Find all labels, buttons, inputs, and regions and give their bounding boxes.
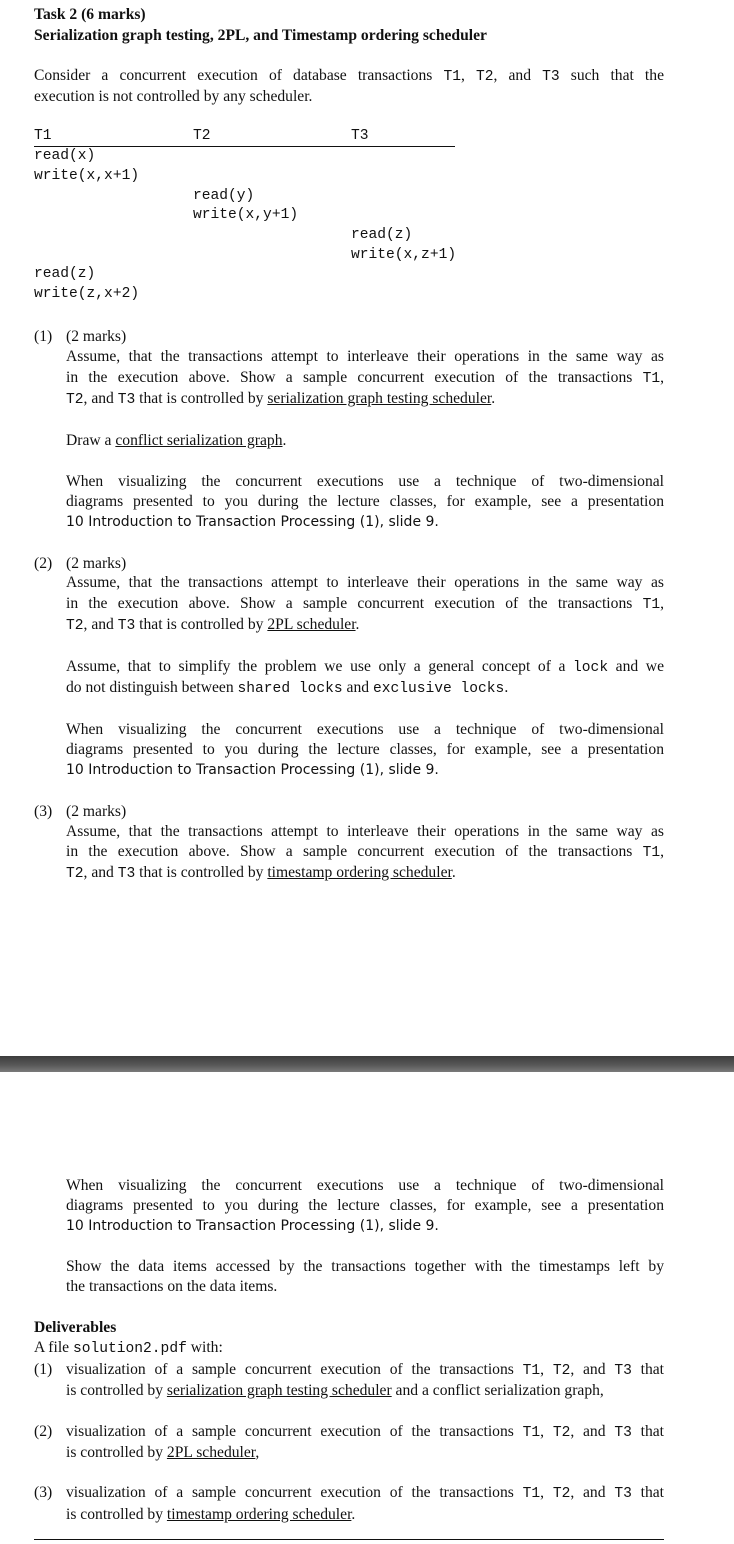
solution-filename: solution2.pdf <box>72 1341 187 1357</box>
op-t3-read-z: read(z) <box>351 227 413 243</box>
q3-line-2: in the execution above. Show a sample concurrent execution of the transactions T1, <box>66 843 664 861</box>
schedule-header-rule <box>34 146 455 147</box>
q2-line-1: Assume, that the transactions attempt to interleave their operations in the same way as <box>66 574 664 591</box>
q2-line-3: T2, and T3 that is controlled by 2PL scheduler. <box>66 616 360 634</box>
q1-number: (1) <box>34 328 53 345</box>
deliverable-2-line-1: visualization of a sample concurrent execution of the transactions T1, T2, and T3 that <box>66 1423 664 1441</box>
schedule-header-t3: T3 <box>351 128 369 144</box>
conflict-graph-link[interactable]: conflict serialization graph <box>115 432 283 449</box>
intro-line-2: execution is not controlled by any scheduler. <box>34 88 313 105</box>
deliverables-heading: Deliverables <box>34 1319 117 1336</box>
op-t1-write-z: write(z,x+2) <box>34 286 140 302</box>
q1-vis-line-3: 10 Introduction to Transaction Processing (1), slide 9. <box>66 514 439 530</box>
q1-line-3: T2, and T3 that is controlled by serialization graph testing scheduler. <box>66 390 496 408</box>
page-separator <box>0 1056 734 1072</box>
deliverable-2-number: (2) <box>34 1423 53 1440</box>
q1-line-2: in the execution above. Show a sample concurrent execution of the transactions T1, <box>66 369 664 387</box>
deliverable-2-line-2: is controlled by 2PL scheduler, <box>66 1444 260 1461</box>
q1-draw-line: Draw a conflict serialization graph. <box>66 432 287 449</box>
schedule-header-t2: T2 <box>193 128 211 144</box>
q3-scheduler-link[interactable]: timestamp ordering scheduler <box>267 864 452 881</box>
q3-line-1: Assume, that the transactions attempt to interleave their operations in the same way as <box>66 823 664 840</box>
schedule-header-t1: T1 <box>34 128 52 144</box>
t1-ref: T1 <box>443 69 461 85</box>
deliverable-1-line-2: is controlled by serialization graph testing scheduler and a conflict serialization graph, <box>66 1382 604 1399</box>
deliverables-file-line: A file solution2.pdf with: <box>34 1339 223 1357</box>
q3-vis-line-3: 10 Introduction to Transaction Processing (1), slide 9. <box>66 1218 439 1234</box>
deliverable-3-line-1: visualization of a sample concurrent execution of the transactions T1, T2, and T3 that <box>66 1484 664 1502</box>
intro-line-1: Consider a concurrent execution of database transactions T1, T2, and T3 such that the <box>34 67 664 85</box>
q2-scheduler-link[interactable]: 2PL scheduler <box>267 616 356 633</box>
deliverable-1-link[interactable]: serialization graph testing scheduler <box>166 1382 392 1399</box>
document-page-2 <box>0 1072 734 1544</box>
q2-lock-line-1: Assume, that to simplify the problem we use only a general concept of a lock and we <box>66 658 664 676</box>
op-t1-write-x: write(x,x+1) <box>34 168 140 184</box>
q2-vis-line-2: diagrams presented to you during the lecture classes, for example, see a presentation <box>66 741 664 758</box>
q3-vis-line-1: When visualizing the concurrent executions use a technique of two-dimensional <box>66 1177 664 1194</box>
deliverable-1-number: (1) <box>34 1361 53 1378</box>
op-t1-read-z: read(z) <box>34 266 96 282</box>
q2-number: (2) <box>34 555 53 572</box>
q1-marks: (2 marks) <box>66 328 127 345</box>
q1-vis-line-1: When visualizing the concurrent executions use a technique of two-dimensional <box>66 473 664 490</box>
q3-vis-line-2: diagrams presented to you during the lecture classes, for example, see a presentation <box>66 1197 664 1214</box>
deliverable-1-line-1: visualization of a sample concurrent execution of the transactions T1, T2, and T3 that <box>66 1361 664 1379</box>
q3-number: (3) <box>34 803 53 820</box>
deliverable-3-line-2: is controlled by timestamp ordering scheduler. <box>66 1506 356 1523</box>
deliverable-3-number: (3) <box>34 1484 53 1501</box>
q2-vis-line-1: When visualizing the concurrent executions use a technique of two-dimensional <box>66 721 664 738</box>
q2-vis-line-3: 10 Introduction to Transaction Processing (1), slide 9. <box>66 762 439 778</box>
q2-line-2: in the execution above. Show a sample concurrent execution of the transactions T1, <box>66 595 664 613</box>
deliverables-bottom-rule <box>34 1539 664 1540</box>
t2-ref: T2 <box>475 69 494 85</box>
q1-vis-line-2: diagrams presented to you during the lecture classes, for example, see a presentation <box>66 493 664 510</box>
q3-marks: (2 marks) <box>66 803 127 820</box>
t3-ref: T3 <box>542 69 560 85</box>
q3-line-3: T2, and T3 that is controlled by timestamp ordering scheduler. <box>66 864 456 882</box>
op-t3-write-x: write(x,z+1) <box>351 247 457 263</box>
q2-marks: (2 marks) <box>66 555 127 572</box>
deliverable-2-link[interactable]: 2PL scheduler <box>166 1444 256 1461</box>
task-subtitle: Serialization graph testing, 2PL, and Timestamp ordering scheduler <box>34 27 487 44</box>
task-title: Task 2 (6 marks) <box>34 6 146 23</box>
q1-line-1: Assume, that the transactions attempt to interleave their operations in the same way as <box>66 348 664 365</box>
deliverable-3-link[interactable]: timestamp ordering scheduler <box>166 1506 352 1523</box>
op-t2-write-x: write(x,y+1) <box>193 207 299 223</box>
op-t1-read-x: read(x) <box>34 148 96 164</box>
q3-show-line-2: the transactions on the data items. <box>66 1278 278 1295</box>
q2-lock-line-2: do not distinguish between shared locks and exclusive locks. <box>66 679 509 697</box>
op-t2-read-y: read(y) <box>193 188 255 204</box>
q1-scheduler-link[interactable]: serialization graph testing scheduler <box>267 390 492 407</box>
q3-show-line-1: Show the data items accessed by the transactions together with the timestamps left by <box>66 1258 664 1275</box>
